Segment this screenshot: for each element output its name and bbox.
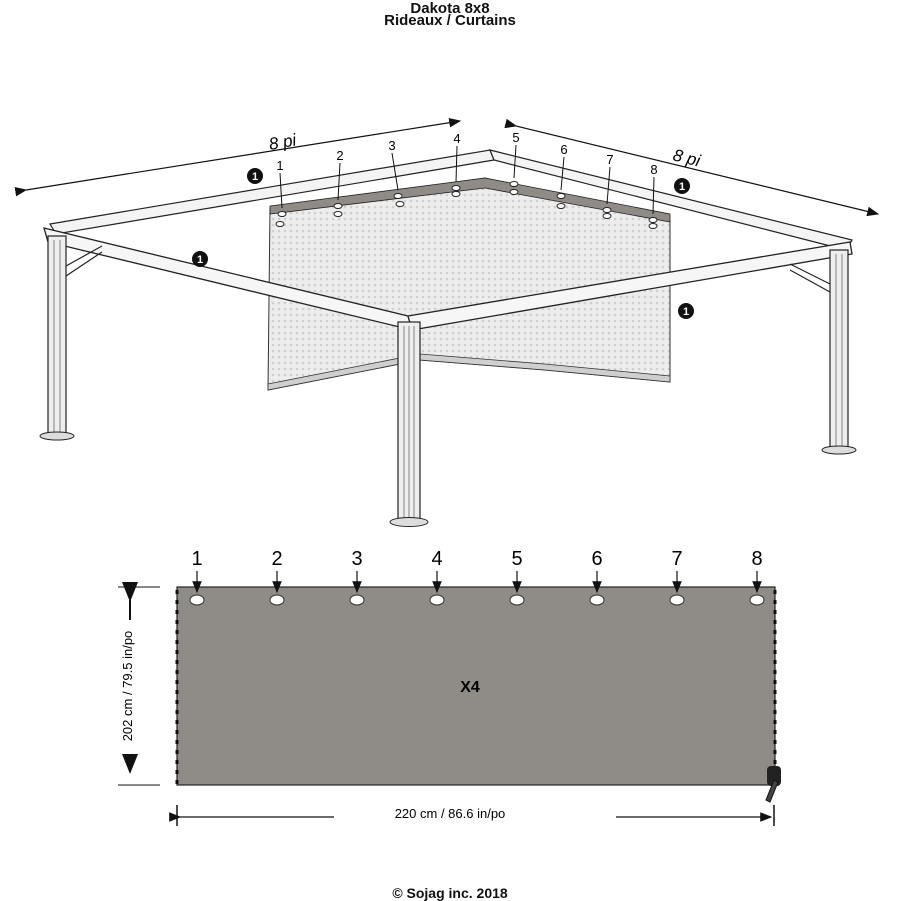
- grommet-hole: [350, 595, 364, 605]
- grommet-hole: [590, 595, 604, 605]
- gazebo-frame: [40, 150, 856, 527]
- curtain-ring: [394, 194, 402, 199]
- curtain-ring: [334, 204, 342, 209]
- width-label: 220 cm / 86.6 in/po: [394, 806, 506, 821]
- panel-quantity: X4: [460, 679, 480, 696]
- part-marker: [192, 251, 208, 267]
- height-label: 202 cm / 79.5 in/po: [120, 630, 135, 742]
- diagram-subtitle: Rideaux / Curtains: [384, 12, 516, 29]
- curtain-grommet: [276, 222, 284, 227]
- curtain-ring: [649, 218, 657, 223]
- curtain-ring: [557, 194, 565, 199]
- part-marker-label: 1: [682, 306, 690, 318]
- ring-number: 4: [453, 131, 461, 146]
- ring-number: 2: [336, 148, 344, 163]
- ring-number: 8: [650, 162, 658, 177]
- part-marker-label: 1: [196, 254, 204, 266]
- copyright-footer: © Sojag inc. 2018: [392, 885, 508, 901]
- grommet-number: 2: [271, 548, 283, 570]
- grommet-hole: [270, 595, 284, 605]
- curtain-grommet: [396, 202, 404, 207]
- curtain-grommet: [603, 214, 611, 219]
- post-right: [830, 250, 848, 450]
- grommet-hole: [190, 595, 204, 605]
- side-left-label: 8 pi: [267, 130, 298, 154]
- curtain-grommet: [334, 212, 342, 217]
- part-marker-label: 1: [678, 181, 686, 193]
- part-marker: [678, 303, 694, 319]
- post-left: [48, 236, 66, 436]
- ring-number: 6: [560, 142, 568, 157]
- diagram-title: Dakota 8x8: [410, 0, 490, 17]
- grommet-number: 4: [431, 548, 443, 570]
- ring-number: 5: [512, 130, 520, 145]
- curtain-ring: [603, 208, 611, 213]
- side-right-label: 8 pi: [671, 145, 703, 171]
- part-marker: [674, 178, 690, 194]
- curtain-panel: [177, 587, 781, 802]
- grommet-hole: [430, 595, 444, 605]
- grommet-number: 1: [191, 548, 203, 570]
- curtain-ring: [452, 186, 460, 191]
- ring-number: 1: [276, 158, 284, 173]
- zipper-icon: [766, 766, 781, 802]
- grommet-number: 7: [671, 548, 683, 570]
- curtain-grommet: [510, 190, 518, 195]
- ring-number: 7: [606, 152, 614, 167]
- curtain-grommet: [452, 192, 460, 197]
- grommet-hole: [750, 595, 764, 605]
- grommet-number: 6: [591, 548, 603, 570]
- callout-leader: [653, 177, 654, 214]
- grommet-hole: [510, 595, 524, 605]
- curtain-ring: [278, 212, 286, 217]
- callout-leader: [456, 146, 457, 182]
- dimension-left-arrow: [26, 121, 460, 190]
- part-marker-label: 1: [251, 171, 259, 183]
- grommet-hole: [670, 595, 684, 605]
- part-marker: [247, 168, 263, 184]
- grommet-number: 3: [351, 548, 363, 570]
- ring-number: 3: [388, 138, 396, 153]
- curtain-grommet: [557, 204, 565, 209]
- curtain-grommet: [649, 224, 657, 229]
- grommet-number: 8: [751, 548, 763, 570]
- curtain-ring: [510, 182, 518, 187]
- grommet-number: 5: [511, 548, 523, 570]
